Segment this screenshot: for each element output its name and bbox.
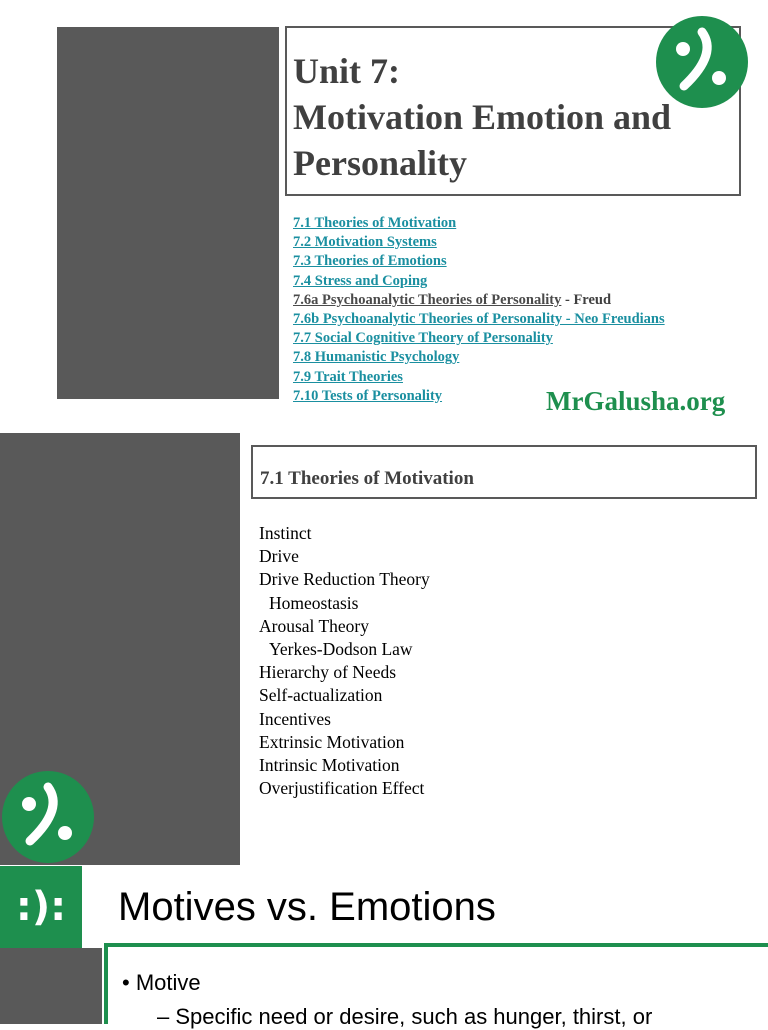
bullet-icon: • [122, 970, 136, 995]
toc-item [293, 272, 665, 291]
toc-link[interactable]: 7.7 Social Cognitive Theory of Personality [293, 330, 553, 347]
bullet-text: Motive [135, 970, 201, 995]
table-of-contents [293, 214, 665, 406]
slide1-title [293, 48, 713, 186]
term-item: Instinct [259, 523, 312, 543]
slide1-gray-panel [57, 27, 279, 399]
toc-link[interactable]: 7.6a Psychoanalytic Theories of Personality [293, 291, 562, 308]
subbullet-text: Specific need or desire, such as hunger, thirst, or [175, 1004, 653, 1029]
toc-link[interactable]: 7.1 Theories of Motivation [293, 215, 457, 231]
toc-item [293, 291, 665, 310]
toc-item [293, 329, 665, 348]
toc-item [293, 368, 665, 387]
toc-suffix: - Freud [561, 291, 612, 308]
dash-icon: – [157, 1004, 176, 1029]
terms-list [259, 522, 430, 800]
toc-link[interactable]: 7.3 Theories of Emotions [293, 253, 447, 270]
toc-link[interactable]: 7.4 Stress and Coping [293, 272, 428, 289]
toc-item [293, 233, 665, 252]
bullet-item [122, 970, 201, 996]
term-item: Incentives [259, 708, 331, 729]
slide2-heading: 7.1 Theories of Motivation [260, 468, 474, 489]
slide3-title: Motives vs. Emotions [118, 885, 496, 929]
slide3-gray-panel [0, 948, 102, 1024]
toc-link[interactable]: 7.6b Psychoanalytic Theories of Personality - Neo Freudians [293, 311, 665, 328]
subbullet-item [157, 1004, 652, 1030]
toc-link[interactable]: 7.9 Trait Theories [293, 368, 403, 385]
term-item: Extrinsic Motivation [259, 731, 405, 752]
term-item: Yerkes-Dodson Law [269, 639, 413, 660]
smiley-logo-icon [656, 16, 748, 108]
term-item: Drive Reduction Theory [259, 569, 430, 590]
term-item: Overjustification Effect [259, 778, 425, 799]
toc-item [293, 252, 665, 271]
smiley-badge-icon: :): [0, 866, 82, 948]
title-line: Motivation Emotion and [293, 97, 672, 137]
title-line: Personality [293, 143, 467, 183]
toc-link[interactable]: 7.8 Humanistic Psychology [293, 349, 460, 366]
toc-link[interactable]: 7.10 Tests of Personality [293, 387, 443, 404]
term-item: Intrinsic Motivation [259, 755, 400, 776]
term-item: Arousal Theory [259, 615, 369, 636]
term-item: Hierarchy of Needs [259, 662, 397, 683]
term-item: Drive [259, 546, 299, 567]
toc-link[interactable]: 7.2 Motivation Systems [293, 234, 437, 251]
smiley-logo-icon [2, 771, 94, 863]
title-line: Unit 7: [293, 51, 400, 91]
brand-name: MrGalusha.org [546, 386, 726, 416]
toc-item [293, 348, 665, 367]
term-item: Self-actualization [259, 685, 383, 706]
toc-item [293, 310, 665, 329]
toc-item [293, 214, 665, 233]
term-item: Homeostasis [269, 592, 359, 613]
